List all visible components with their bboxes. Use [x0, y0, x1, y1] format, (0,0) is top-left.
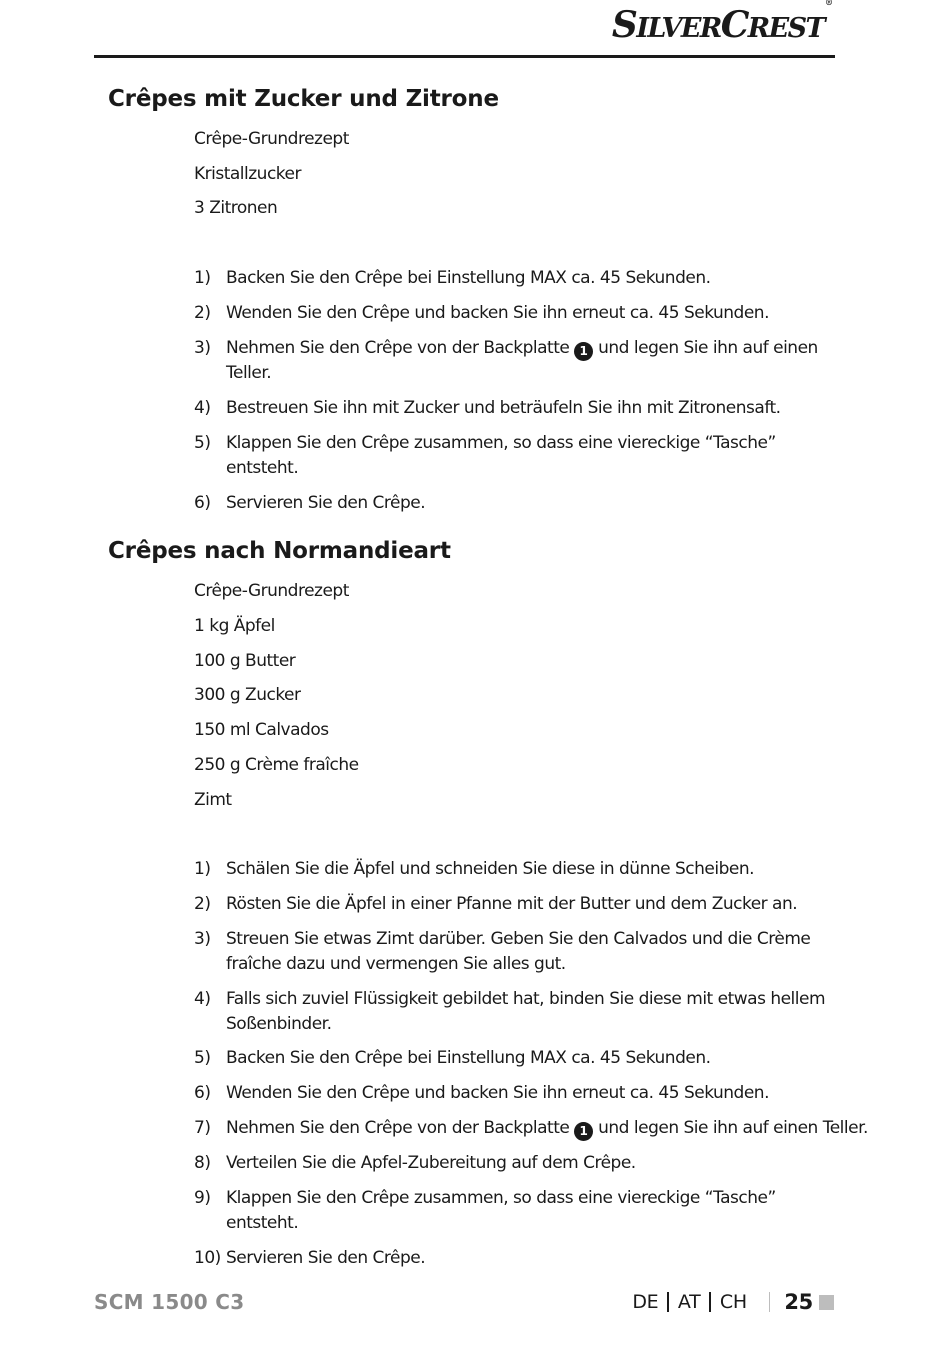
- step: [194, 927, 874, 977]
- step: [194, 1246, 874, 1271]
- step-number: 6): [194, 1083, 211, 1103]
- step-number: 7): [194, 1118, 211, 1138]
- step-text: Servieren Sie den Crêpe.: [226, 1248, 426, 1268]
- language-code: AT: [677, 1291, 701, 1313]
- step-text: Streuen Sie etwas Zimt darüber. Geben Sie den Calvados und die Crème fraîche dazu und vermengen Sie alles gut.: [226, 929, 811, 974]
- step: [194, 857, 874, 882]
- section-title-zucker-zitrone: Crêpes mit Zucker und Zitrone: [108, 86, 499, 112]
- step-number: 2): [194, 303, 211, 323]
- step-text: Falls sich zuviel Flüssigkeit gebildet hat, binden Sie diese mit etwas hellem Soßenbinder.: [226, 989, 826, 1034]
- part-number-1-icon: 1: [574, 342, 593, 361]
- step: [194, 892, 874, 917]
- step-number: 1): [194, 268, 211, 288]
- header-rule: [94, 55, 835, 58]
- step-number: 10): [194, 1248, 221, 1268]
- step-text: Bestreuen Sie ihn mit Zucker und beträufeln Sie ihn mit Zitronensaft.: [226, 398, 781, 418]
- step-text: Nehmen Sie den Crêpe von der Backplatte 1 und legen Sie ihn auf einen Teller.: [226, 1116, 894, 1141]
- ingredient: 300 g Zucker: [194, 685, 301, 705]
- divider: [667, 1292, 669, 1312]
- step-text: Rösten Sie die Äpfel in einer Pfanne mit der Butter und dem Zucker an.: [226, 894, 798, 914]
- step-text: Wenden Sie den Crêpe und backen Sie ihn erneut ca. 45 Sekunden.: [226, 1083, 769, 1103]
- step: [194, 1116, 894, 1141]
- step-number: 3): [194, 929, 211, 949]
- step-number: 1): [194, 859, 211, 879]
- ingredient: 100 g Butter: [194, 651, 296, 671]
- language-code: DE: [632, 1291, 659, 1313]
- step-number: 5): [194, 433, 211, 453]
- step-number: 2): [194, 894, 211, 914]
- step-text: Verteilen Sie die Apfel-Zubereitung auf dem Crêpe.: [226, 1153, 636, 1173]
- part-number-1-icon: 1: [574, 1122, 593, 1141]
- divider: [769, 1292, 771, 1312]
- ingredient: Zimt: [194, 790, 232, 810]
- step: [194, 1151, 874, 1176]
- step-text: Backen Sie den Crêpe bei Einstellung MAX ca. 45 Sekunden.: [226, 1048, 711, 1068]
- step-text: Backen Sie den Crêpe bei Einstellung MAX ca. 45 Sekunden.: [226, 268, 711, 288]
- step-text: Nehmen Sie den Crêpe von der Backplatte 1 und legen Sie ihn auf einen Teller.: [226, 338, 818, 383]
- step-number: 9): [194, 1188, 211, 1208]
- section-title-normandieart: Crêpes nach Normandieart: [108, 538, 451, 564]
- step: [194, 1046, 874, 1071]
- step-text: Wenden Sie den Crêpe und backen Sie ihn erneut ca. 45 Sekunden.: [226, 303, 769, 323]
- ingredient: 250 g Crème fraîche: [194, 755, 359, 775]
- step: [194, 396, 874, 421]
- step-text: Klappen Sie den Crêpe zusammen, so dass eine viereckige “Tasche” entsteht.: [226, 1188, 776, 1233]
- ingredient: 1 kg Äpfel: [194, 616, 275, 636]
- step-number: 5): [194, 1048, 211, 1068]
- step-text: Schälen Sie die Äpfel und schneiden Sie diese in dünne Scheiben.: [226, 859, 755, 879]
- footer-model-number: SCM 1500 C3: [94, 1290, 245, 1314]
- step: [194, 301, 874, 326]
- step-text: Servieren Sie den Crêpe.: [226, 493, 426, 513]
- ingredient: Crêpe-Grundrezept: [194, 581, 349, 601]
- page-marker-square: [819, 1295, 834, 1310]
- page-number: 25: [784, 1290, 813, 1314]
- ingredient: 150 ml Calvados: [194, 720, 329, 740]
- language-code: CH: [719, 1291, 747, 1313]
- step-number: 4): [194, 398, 211, 418]
- step-number: 4): [194, 989, 211, 1009]
- ingredient: 3 Zitronen: [194, 198, 278, 218]
- step-text: Klappen Sie den Crêpe zusammen, so dass eine viereckige “Tasche” entsteht.: [226, 433, 776, 478]
- step-number: 3): [194, 338, 211, 358]
- step: [194, 266, 874, 291]
- step: [194, 336, 874, 386]
- step: [194, 491, 874, 516]
- step-number: 8): [194, 1153, 211, 1173]
- divider: [709, 1292, 711, 1312]
- ingredient: Kristallzucker: [194, 164, 301, 184]
- footer-page-info: [632, 1290, 834, 1314]
- step: [194, 1081, 874, 1106]
- ingredient: Crêpe-Grundrezept: [194, 129, 349, 149]
- step: [194, 987, 874, 1037]
- step: [194, 431, 874, 481]
- brand-logo: SILVERCREST®: [611, 0, 833, 46]
- step-number: 6): [194, 493, 211, 513]
- step: [194, 1186, 874, 1236]
